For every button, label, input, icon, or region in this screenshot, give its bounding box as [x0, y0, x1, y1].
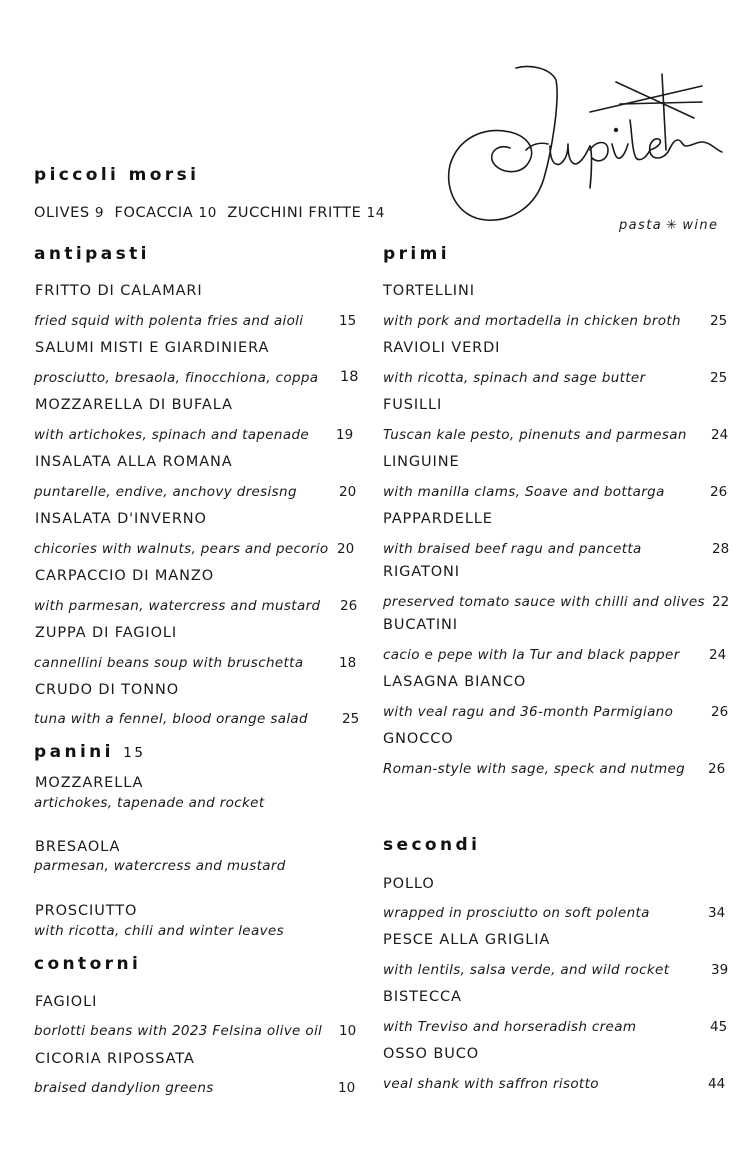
secondi-item-price: 39: [711, 962, 729, 978]
antipasti-item-desc: chicories with walnuts, pears and pecorio: [34, 541, 329, 557]
primi-item-price: 26: [708, 761, 726, 777]
primi-item-price: 24: [711, 427, 729, 443]
panini-item-desc: artichokes, tapenade and rocket: [34, 795, 265, 811]
primi-item-name: RAVIOLI VERDI: [383, 340, 501, 356]
antipasti-item-name: CARPACCIO DI MANZO: [35, 568, 215, 584]
jupiter-logo: [440, 60, 740, 240]
antipasti-item-price: 26: [340, 598, 358, 614]
antipasti-item-price: 18: [340, 369, 359, 385]
antipasti-item-price: 20: [337, 541, 355, 557]
primi-item-name: FUSILLI: [383, 397, 443, 413]
section-heading-secondi: secondi: [383, 835, 481, 855]
jupiter-logo-script: [440, 60, 740, 240]
primi-item-price: 26: [710, 484, 728, 500]
primi-item-desc: preserved tomato sauce with chilli and olives: [383, 594, 705, 610]
primi-item-desc: Roman-style with sage, speck and nutmeg: [383, 761, 686, 777]
secondi-item-desc: with lentils, salsa verde, and wild rocket: [383, 962, 670, 978]
secondi-item-name: POLLO: [383, 876, 435, 892]
antipasti-item-desc: prosciutto, bresaola, finocchiona, coppa: [34, 370, 319, 386]
piccoli-item-name: ZUCCHINI FRITTE: [227, 205, 362, 221]
antipasti-item-name: FRITTO DI CALAMARI: [35, 283, 203, 299]
primi-item-name: BUCATINI: [383, 617, 458, 633]
antipasti-item-price: 18: [339, 655, 357, 671]
piccoli-item-price: 10: [198, 205, 217, 221]
antipasti-item-name: ZUPPA DI FAGIOLI: [35, 625, 178, 641]
antipasti-item-name: CRUDO DI TONNO: [35, 682, 180, 698]
piccoli-item-name: FOCACCIA: [114, 205, 194, 221]
piccoli-item-price: 14: [366, 205, 385, 221]
antipasti-item-price: 25: [342, 711, 360, 727]
primi-item-price: 25: [710, 313, 728, 329]
panini-item-name: PROSCIUTTO: [35, 903, 138, 919]
primi-item-desc: cacio e pepe with la Tur and black papper: [383, 647, 680, 663]
antipasti-item-desc: fried squid with polenta fries and aioli: [34, 313, 304, 329]
antipasti-item-desc: tuna with a fennel, blood orange salad: [34, 711, 308, 727]
panini-heading-text: panini: [34, 742, 114, 762]
contorni-item-name: CICORIA RIPOSSATA: [35, 1051, 195, 1067]
antipasti-item-desc: cannellini beans soup with bruschetta: [34, 655, 304, 671]
primi-item-desc: with veal ragu and 36-month Parmigiano: [383, 704, 674, 720]
contorni-item-price: 10: [339, 1023, 357, 1039]
primi-item-name: RIGATONI: [383, 564, 460, 580]
primi-item-desc: with ricotta, spinach and sage butter: [383, 370, 646, 386]
section-heading-contorni: contorni: [34, 954, 142, 974]
antipasti-item-name: INSALATA D'INVERNO: [35, 511, 207, 527]
asterisk-icon: ✳: [666, 218, 679, 233]
primi-item-name: PAPPARDELLE: [383, 511, 493, 527]
panini-item-name: MOZZARELLA: [35, 775, 144, 791]
tagline-pasta: pasta: [619, 218, 663, 233]
primi-item-price: 28: [712, 541, 730, 557]
primi-item-desc: with braised beef ragu and pancetta: [383, 541, 642, 557]
primi-item-price: 22: [712, 594, 730, 610]
secondi-item-price: 44: [708, 1076, 726, 1092]
primi-item-desc: with manilla clams, Soave and bottarga: [383, 484, 665, 500]
section-heading-panini: [34, 742, 145, 762]
primi-item-price: 26: [711, 704, 729, 720]
antipasti-item-price: 20: [339, 484, 357, 500]
primi-item-name: LASAGNA BIANCO: [383, 674, 527, 690]
antipasti-item-name: MOZZARELLA DI BUFALA: [35, 397, 233, 413]
primi-item-desc: with pork and mortadella in chicken broth: [383, 313, 681, 329]
secondi-item-price: 34: [708, 905, 726, 921]
panini-item-desc: with ricotta, chili and winter leaves: [34, 923, 284, 939]
secondi-item-name: BISTECCA: [383, 989, 462, 1005]
secondi-item-desc: veal shank with saffron risotto: [383, 1076, 599, 1092]
panini-price: 15: [123, 745, 146, 761]
section-heading-piccoli-morsi: piccoli morsi: [34, 165, 200, 185]
antipasti-item-name: INSALATA ALLA ROMANA: [35, 454, 233, 470]
section-heading-primi: primi: [383, 244, 450, 264]
antipasti-item-price: 15: [339, 313, 357, 329]
primi-item-price: 24: [709, 647, 727, 663]
primi-item-desc: Tuscan kale pesto, pinenuts and parmesan: [383, 427, 687, 443]
secondi-item-desc: with Treviso and horseradish cream: [383, 1019, 637, 1035]
secondi-item-name: PESCE ALLA GRIGLIA: [383, 932, 551, 948]
antipasti-item-desc: with parmesan, watercress and mustard: [34, 598, 321, 614]
antipasti-item-name: SALUMI MISTI E GIARDINIERA: [35, 340, 270, 356]
primi-item-name: LINGUINE: [383, 454, 460, 470]
secondi-item-price: 45: [710, 1019, 728, 1035]
secondi-item-name: OSSO BUCO: [383, 1046, 480, 1062]
contorni-item-desc: braised dandylion greens: [34, 1080, 214, 1096]
piccoli-item-price: 9: [94, 205, 105, 221]
antipasti-item-desc: puntarelle, endive, anchovy dresisng: [34, 484, 297, 500]
contorni-item-desc: borlotti beans with 2023 Felsina olive oil: [34, 1023, 323, 1039]
tagline-wine: wine: [682, 218, 719, 233]
antipasti-item-desc: with artichokes, spinach and tapenade: [34, 427, 310, 443]
primi-item-price: 25: [710, 370, 728, 386]
antipasti-item-price: 19: [336, 427, 354, 443]
logo-tagline: [619, 218, 718, 233]
contorni-item-price: 10: [338, 1080, 356, 1096]
panini-item-name: BRESAOLA: [35, 839, 121, 855]
section-heading-antipasti: antipasti: [34, 244, 150, 264]
piccoli-items-line: [34, 205, 385, 221]
secondi-item-desc: wrapped in prosciutto on soft polenta: [383, 905, 650, 921]
piccoli-item-name: OLIVES: [34, 205, 90, 221]
primi-item-name: GNOCCO: [383, 731, 454, 747]
panini-item-desc: parmesan, watercress and mustard: [34, 858, 286, 874]
contorni-item-name: FAGIOLI: [35, 994, 98, 1010]
primi-item-name: TORTELLINI: [383, 283, 475, 299]
